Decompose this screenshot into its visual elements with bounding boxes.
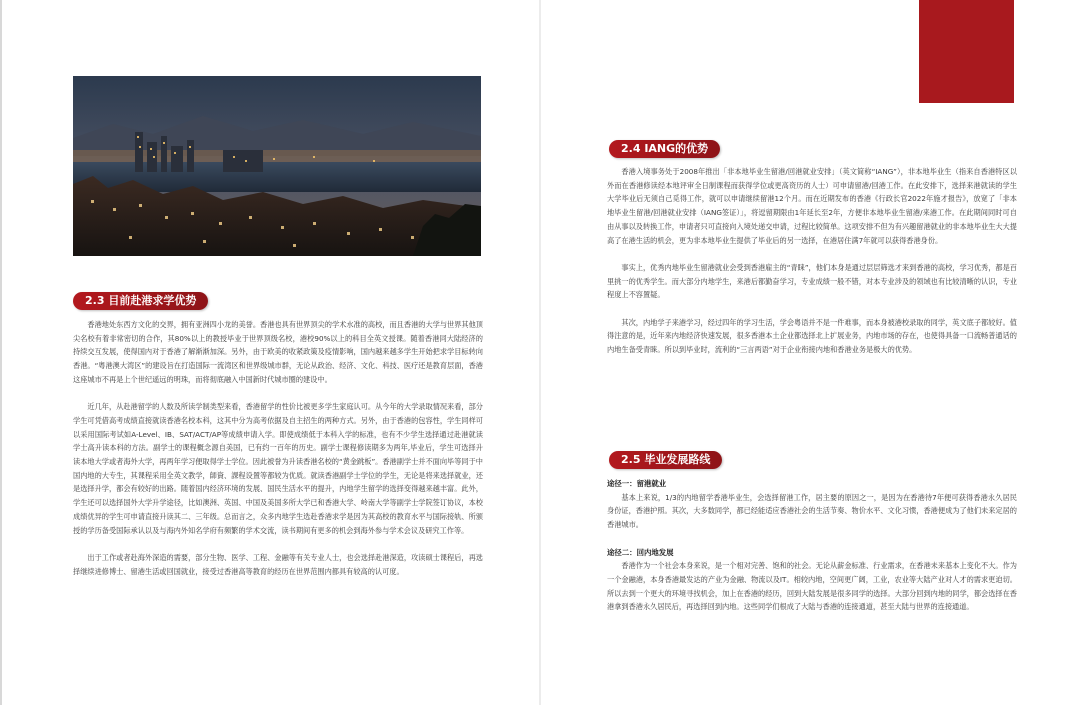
page-left-edge — [0, 0, 2, 705]
section-2-4-paragraph: 香港入境事务处于2008年推出「非本地毕业生留港/回港就业安排」（英文简称“IANG”），非本地毕业生（指来自香港特区以外而在香港修读经本地评审全日制课程而获得学位或更高资历的人士）可申请留港/回港工作。在此安排下，选择来港就读的学生大学毕业后无须自己觅得工作，就可以申请继续留港12个月。而在近期发布的香港《行政长官2022年施才报告》，放宽了「非本地毕业生留港/回港就业安排（IANG签证）」，将逗留期限由1年延长至2年，方便非本地毕业生留港/来港工作。在此期间同时可自由从事以及转换工作，申请者只可直接向入境处递交申请，过程比较简单。这项安排不但为有兴趣留港就业的非本地毕业生大大提高了在港生活的机会，更为非本地毕业生提供了毕业后的另一选择，在港居住满7年就可以获得香港身份。 — [607, 167, 1017, 245]
route-1-title: 途径一：留港就业 — [607, 479, 667, 488]
section-2-3-heading: 2.3 目前赴港求学优势 — [73, 292, 208, 310]
section-2-4-heading: 2.4 IANG的优势 — [609, 140, 720, 158]
route-2-title: 途径二：回内地发展 — [607, 547, 674, 557]
hong-kong-night-skyline-photo — [73, 76, 481, 256]
page-spine-divider — [539, 0, 541, 705]
section-2-3-paragraph: 出于工作或者赴海外深造的需要，部分生物、医学、工程、金融等有关专业人士，也会选择赴港深造，攻读硕士课程后，再选择继续进修博士、留港生活或回国就业，接受过香港高等教育的经历在世界范围内都具有较高的认可度。 — [73, 552, 483, 576]
section-2-5-heading: 2.5 毕业发展路线 — [609, 451, 722, 469]
section-2-3-paragraph: 香港地处东西方文化的交界，拥有亚洲四小龙的美誉。香港也具有世界顶尖的学术水准的高校，而且香港的大学与世界其他顶尖名校有着非常密切的合作，其80%以上的教授毕业于世界顶级名校，港校90%以上的科目全英文授课。随着香港同大陆经济的持续交互发展，使得国内对于香港了解渐渐加深。另外，由于欧美的收紧政策及疫情影响，国内越来越多学生开始把求学目标转向香港。“粤港澳大湾区”的建设旨在打造国际一流湾区和世界级城市群，无论从政治、经济、文化、科技、医疗还是教育层面，香港这座城市不再是上个世纪遥远的明珠，而将彻底融入中国新时代城市圈的建设中。 — [73, 320, 483, 384]
section-2-4-paragraph: 其次，内地学子来港学习，经过四年的学习生活，学会粤语并不是一件难事，而本身被港校录取的同学，英文底子都较好。值得注意的是，近年来内地经济快速发展，很多香港本土企业都选择北上扩展业务，内地市场的存在，也使得具备一口流畅普通话的内地生备受青睐。所以到毕业时，流利的“三言两语”对于企业衔接内地和香港业务是极大的优势。 — [607, 317, 1017, 355]
section-2-3-paragraph: 近几年，从赴港留学的人数及所读学制类型来看，香港留学的性价比被更多学生家庭认可。从今年的大学录取情况来看，部分学生可凭借高考成绩直接就读香港名校本科，这其中分为高考依据及自主招生的两种方式。另外，由于香港的包容性，学生同样可以采用国际考试如A-Level、IB、SAT/ACT/AP等成绩申请入学。即使成绩低于本科入学的标准，也有不少学生选择通过赴港就读学士高升读本科的方法。副学士的课程概念源自美国，已有约一百年的历史。副学士课程修读期多为两年,毕业后，学生可选择升读本地大学或者海外大学，再两年学习便取得学士学位。因此被誉为升读香港名校的“黄金跳板”。香港副学士并不面向毕等同于中国内地的大专生，其课程采用全英文教学，師資、課程设置等都较为优质。就读香港副学士学位的学生，无论是将来选择就业，还是选择升学，都会有较好的出路。随着国内经济环境的发展、国民生活水平的提升，内地学生留学的选择变得越来越丰富。此外，学生还可以选择国外大学升学途径，比如澳洲、英国、中国及美国多所大学已和香港大学、岭南大学等副学士学院签订协议，本校成绩优异的学生可申请直接升读其二、三年级。总而言之，众多内地学生选赴香港求学是因为其高校的教育水平与国际接轨、所颁授的学历备受国际承认以及与海内外知名学府有频繁的学术交流，读书期间有更多的机会到海外参与学术会议及研究工作等。 — [73, 402, 483, 535]
route-1-text: 基本上来说，1/3的内地留学香港毕业生，会选择留港工作，居主要的原因之一，是因为在香港待7年便可获得香港永久居民身份证，香港护照。其次，大多数同学，都已经能适应香港社会的生活节奏、物价水平、文化习惯，香港便成为了他们未来定居的香港城市。 — [607, 492, 1017, 530]
section-2-5-body — [607, 477, 1017, 657]
decorative-red-block — [919, 0, 1014, 103]
route-2-text: 香港作为一个社会本身来说，是一个相对完善、饱和的社会。无论从薪金标准、行业需求，在香港未来基本上变化不大。作为一个金融港，本身香港最发达的产业为金融、物流以及IT。相较内地，空间更广阔，工业，农业等大陆产业对人才的需求更迫切。所以去到一个更大的环境寻找机会，加上在香港的经历，回到大陆发展是很多同学的选择。大部分回到内地的同学，都会选择在香港拿到香港永久居民后，再选择回到内地。这些同学们根成了大陆与香港的连接通道，甚至大陆与世界的连接通道。 — [607, 561, 1017, 612]
section-2-4-paragraph: 事实上，优秀内地毕业生留港就业会受到香港雇主的“青睐”，他们本身是通过层层筛选才来到香港的高校，学习优秀，都是百里挑一的优秀学生。而大部分内地学生，来港后都勤奋学习，专业成绩一般不错，对本专业涉及的领域也有比较清晰的认识，专业程度上不容置疑。 — [607, 262, 1017, 300]
section-2-3-body — [73, 318, 483, 698]
section-2-4-body — [607, 165, 1017, 415]
